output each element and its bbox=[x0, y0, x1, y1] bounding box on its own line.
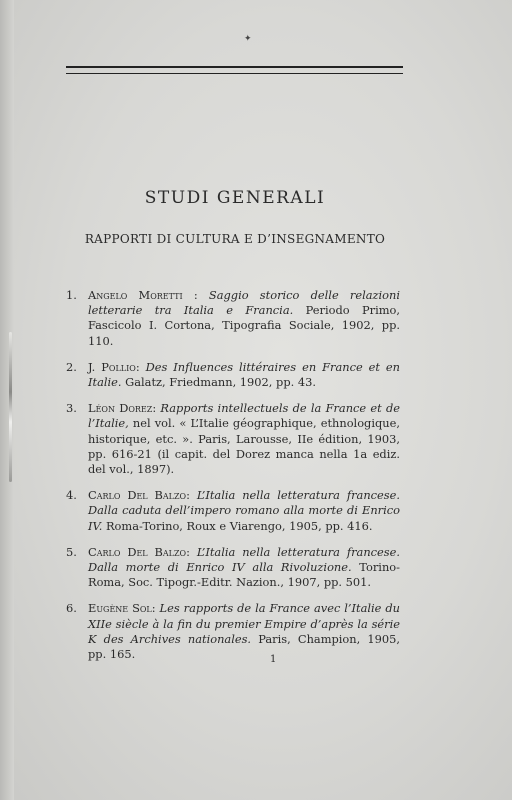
entry-author: Carlo Del Balzo bbox=[88, 544, 187, 559]
entry-separator: : bbox=[182, 288, 209, 302]
entry-separator: : bbox=[186, 488, 197, 503]
entry-author: Angelo Moretti bbox=[88, 288, 183, 302]
bibliography-entry bbox=[66, 545, 400, 591]
section-title: STUDI GENERALI bbox=[144, 188, 326, 208]
entry-number: 5. bbox=[66, 544, 77, 559]
entry-title: Des Influences littéraires en France et en Italie. bbox=[88, 359, 400, 390]
fold-mark: ✦ bbox=[244, 34, 252, 44]
entry-separator: : bbox=[152, 401, 161, 416]
bibliography-list bbox=[66, 288, 400, 673]
entry-number: 4. bbox=[66, 488, 77, 503]
entry-number: 1. bbox=[66, 288, 77, 302]
entry-details: Periodo Primo, Fascicolo I. Cortona, Tipografia Sociale, 1902, pp. 110. bbox=[88, 303, 400, 348]
entry-details: Torino-Roma, Soc. Tipogr.-Editr. Nazion., 1907, pp. 501. bbox=[88, 560, 400, 590]
entry-title: Saggio storico delle relazioni letterarie tra Italia e Francia. bbox=[88, 288, 401, 318]
entry-separator: : bbox=[186, 544, 197, 559]
section-subtitle: RAPPORTI DI CULTURA E D’INSEGNAMENTO bbox=[84, 232, 386, 246]
entry-number: 6. bbox=[66, 601, 77, 616]
header-rule-thick bbox=[66, 66, 403, 68]
bibliography-entry bbox=[66, 601, 400, 662]
entry-title: Rapports intellectuels de la France et de l’Italie, bbox=[88, 401, 400, 431]
binding-staple bbox=[9, 332, 12, 482]
entry-author: Carlo Del Balzo bbox=[88, 488, 187, 503]
bibliography-entry bbox=[66, 288, 400, 349]
page-marker: 1 bbox=[270, 654, 277, 665]
entry-number: 2. bbox=[66, 359, 77, 374]
entry-author: Léon Dorez bbox=[88, 401, 153, 416]
entry-details: Roma-Torino, Roux e Viarengo, 1905, pp. 416. bbox=[102, 518, 373, 533]
header-rule-thin bbox=[66, 73, 403, 74]
bibliography-entry bbox=[66, 488, 400, 534]
entry-title: L’Italia nella letteratura francese. Dalla morte di Enrico IV alla Rivoluzione. bbox=[88, 544, 400, 575]
entry-title: L’Italia nella letteratura francese. Dalla caduta dell’impero romano alla morte di Enrico IV. bbox=[88, 488, 400, 533]
entry-details: Paris, Champion, 1905, pp. 165. bbox=[88, 631, 400, 662]
entry-details: nel vol. « L’Italie géographique, ethnologique, historique, etc. ». Paris, Larousse, IIe édition, 1903, pp. 616-21 (il capit. del Dorez manca nella 1a ediz. del vol., 1897). bbox=[88, 416, 400, 477]
entry-number: 3. bbox=[66, 401, 77, 416]
entry-title: Les rapports de la France avec l’Italie du XIIe siècle à la fin du premier Empire d’après la série K des Archives nationales. bbox=[88, 601, 400, 646]
bibliography-entry bbox=[66, 401, 400, 477]
entry-author: Eugène Sol bbox=[88, 601, 152, 616]
entry-separator: : bbox=[135, 359, 146, 374]
entry-separator: : bbox=[151, 601, 160, 616]
bibliography-entry bbox=[66, 360, 400, 390]
entry-author: J. Pollio bbox=[88, 359, 136, 374]
entry-details: Galatz, Friedmann, 1902, pp. 43. bbox=[121, 375, 316, 390]
